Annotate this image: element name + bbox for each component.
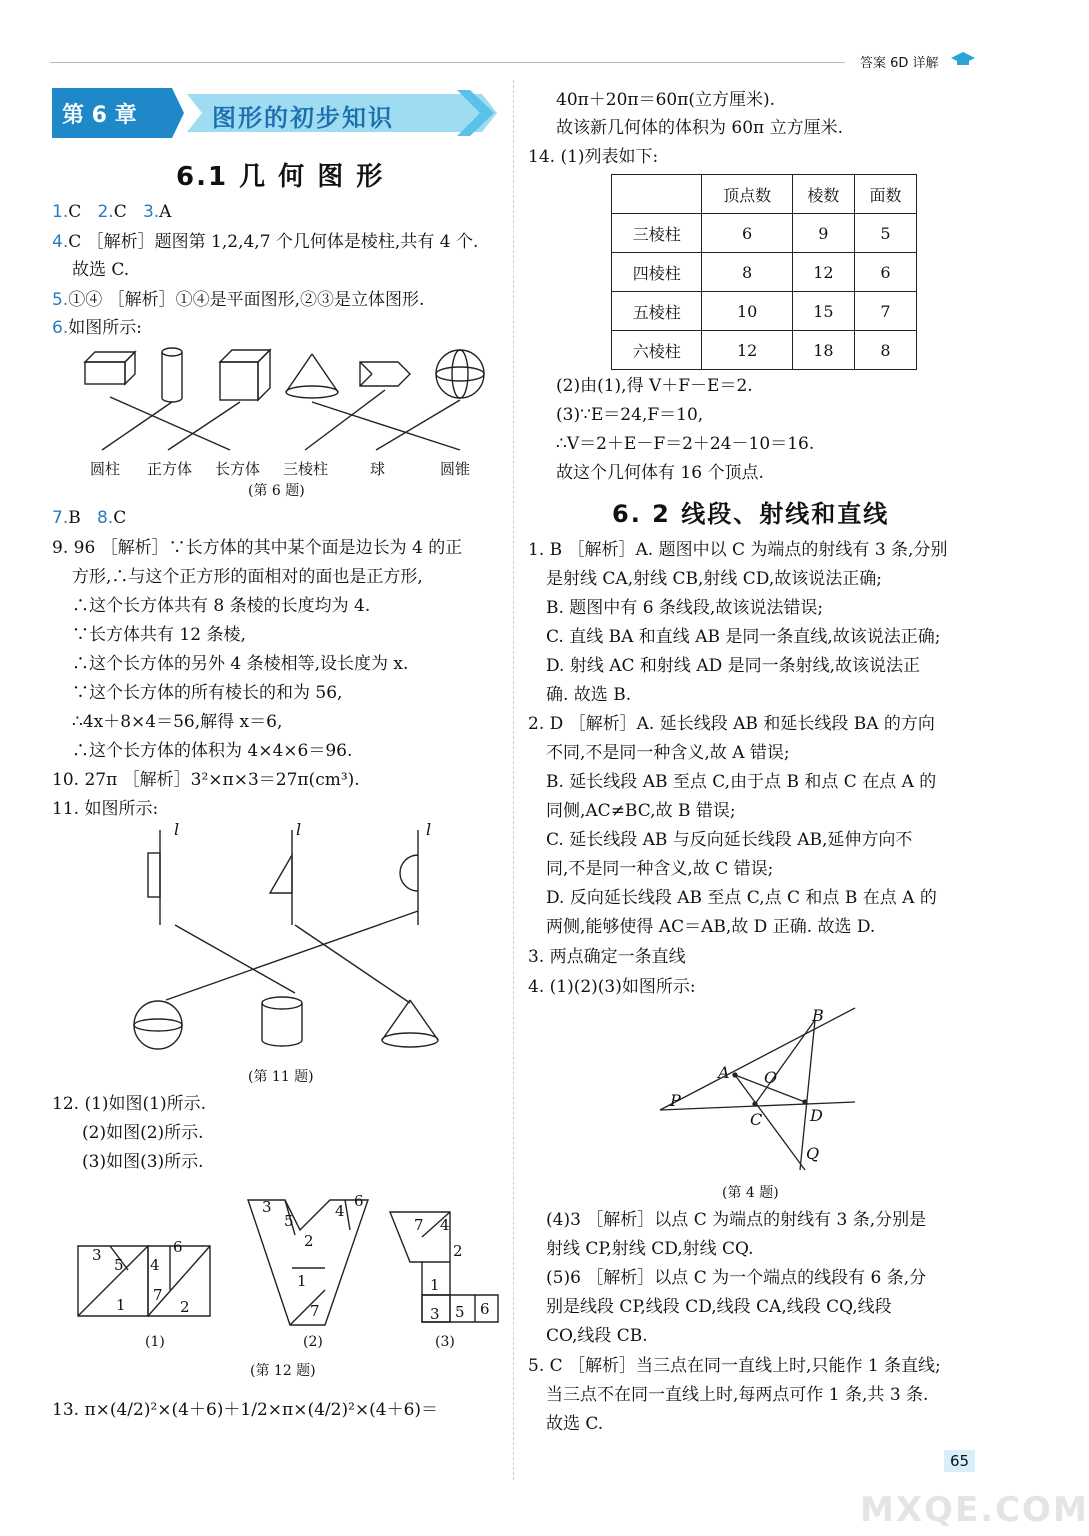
t2-3: 3 xyxy=(262,1198,272,1216)
t3-7: 7 xyxy=(414,1216,424,1234)
answer-5: 5.①④ ［解析］①④是平面图形,②③是立体图形. xyxy=(52,290,425,310)
fig4-P: P xyxy=(670,1091,681,1110)
s62b-3: 别是线段 CP,线段 CD,线段 CA,线段 CQ,线段 xyxy=(546,1297,892,1317)
t2-2: 2 xyxy=(304,1232,314,1250)
fig4-D: D xyxy=(810,1106,823,1125)
t2-1: 1 xyxy=(297,1272,307,1290)
q14-table: 顶点数 棱数 面数 三棱柱 6 9 5 四棱柱 8 12 6 五棱柱 10 15 7 六棱柱 12 18 8 xyxy=(611,174,917,370)
answers-7-8: 7.B 8.C xyxy=(52,508,127,528)
t2-6: 6 xyxy=(354,1192,364,1210)
s62b-6: 当三点不在同一直线上时,每两点可作 1 条,共 3 条. xyxy=(546,1385,929,1405)
graduation-cap-icon xyxy=(950,50,976,73)
s62b-1: 射线 CP,射线 CD,射线 CQ. xyxy=(546,1239,754,1259)
fig6-label-2: 长方体 xyxy=(215,460,261,478)
t3-5: 5 xyxy=(455,1303,465,1321)
t2-7: 7 xyxy=(310,1302,320,1320)
answers-1-3: 1.C 2.C 3.A xyxy=(52,202,172,222)
page-number: 65 xyxy=(944,1450,975,1472)
s62-7: 不同,不是同一种含义,故 A 错误; xyxy=(546,743,790,763)
q9-line-2: ∴这个长方体共有 8 条棱的长度均为 4. xyxy=(72,596,371,616)
t1-1: 1 xyxy=(116,1296,126,1314)
q10: 10. 27π ［解析］3²×π×3＝27π(cm³). xyxy=(52,770,360,790)
s62-1: 是射线 CA,射线 CB,射线 CD,故该说法正确; xyxy=(546,569,882,589)
fig4-Q: Q xyxy=(806,1144,820,1163)
s62-3: C. 直线 BA 和直线 AB 是同一条直线,故该说法正确; xyxy=(546,627,941,647)
s62-12: D. 反向延长线段 AB 至点 C,点 C 和点 B 在点 A 的 xyxy=(546,888,937,908)
r-line-0: 40π＋20π＝60π(立方厘米). xyxy=(556,90,776,110)
cone-icon xyxy=(286,354,338,398)
t1-6: 6 xyxy=(173,1238,183,1256)
figure-4 xyxy=(650,1000,870,1180)
t1-5: 5 xyxy=(114,1256,124,1274)
fig6-label-1: 正方体 xyxy=(147,460,193,478)
cone-icon xyxy=(382,1000,438,1047)
s62-14: 3. 两点确定一条直线 xyxy=(528,947,686,967)
watermark: MXQE.COM xyxy=(860,1490,1089,1530)
s62-9: 同侧,AC≠BC,故 B 错误; xyxy=(546,801,736,821)
figure-12 xyxy=(70,1190,510,1330)
q12-line-0: 12. (1)如图(1)所示. xyxy=(52,1094,207,1114)
answer-4: 4.C ［解析］题图第 1,2,4,7 个几何体是棱柱,共有 4 个. xyxy=(52,232,479,252)
fig12-sub-3: (3) xyxy=(435,1334,455,1350)
s62-13: 两侧,能够使得 AC＝AB,故 D 正确. 故选 D. xyxy=(546,917,876,937)
header-rule xyxy=(50,62,845,63)
cylinder-icon xyxy=(162,348,182,402)
s62-4: D. 射线 AC 和射线 AD 是同一条射线,故该说法正 xyxy=(546,656,921,676)
fig4-caption: (第 4 题) xyxy=(722,1185,779,1201)
s62-0: 1. B ［解析］A. 题图中以 C 为端点的射线有 3 条,分别 xyxy=(528,540,948,560)
fig6-caption: (第 6 题) xyxy=(248,483,305,499)
chapter-label: 第 6 章 xyxy=(62,103,137,128)
tangram-2 xyxy=(248,1200,368,1325)
s62b-2: (5)6 ［解析］以点 C 为一个端点的线段有 6 条,分 xyxy=(546,1268,927,1288)
section-title-6-2: 6. 2 线段、射线和直线 xyxy=(612,500,890,528)
s62-6: 2. D ［解析］A. 延长线段 AB 和延长线段 BA 的方向 xyxy=(528,714,935,734)
q9-line-1: 方形,∴与这个正方形的面相对的面也是正方形, xyxy=(72,567,423,587)
q14b-0: (2)由(1),得 V＋F－E＝2. xyxy=(556,376,753,396)
fig12-sub-1: (1) xyxy=(145,1334,165,1350)
cube-icon xyxy=(220,350,270,400)
t1-3: 3 xyxy=(92,1246,102,1264)
header-label: 答案 6D 详解 xyxy=(860,56,939,71)
fig12-sub-2: (2) xyxy=(303,1334,323,1350)
fig4-B: B xyxy=(812,1006,824,1025)
fig11-l-3: l xyxy=(426,820,432,839)
t3-2: 2 xyxy=(453,1242,463,1260)
q14b-3: 故这个几何体有 16 个顶点. xyxy=(556,463,764,483)
fig4-C: C xyxy=(750,1110,763,1129)
t1-2: 2 xyxy=(180,1298,190,1316)
s62-8: B. 延长线段 AB 至点 C,由于点 B 和点 C 在点 A 的 xyxy=(546,772,937,792)
q9-line-4: ∴这个长方体的另外 4 条棱相等,设长度为 x. xyxy=(72,654,409,674)
s62b-4: CO,线段 CB. xyxy=(546,1326,648,1346)
fig6-label-5: 圆锥 xyxy=(440,460,471,478)
q14b-2: ∴V＝2＋E－F＝2＋24－10＝16. xyxy=(556,434,815,454)
s62-15: 4. (1)(2)(3)如图所示: xyxy=(528,977,696,997)
fig12-caption: (第 12 题) xyxy=(250,1363,316,1379)
answer-4-cont: 故选 C. xyxy=(72,260,130,280)
fig11-l-2: l xyxy=(296,820,302,839)
fig4-O: O xyxy=(764,1068,778,1087)
t1-4: 4 xyxy=(150,1256,160,1274)
sphere-icon xyxy=(436,350,484,398)
triangular-prism-icon xyxy=(360,362,410,386)
s62-5: 确. 故选 B. xyxy=(546,685,632,705)
fig6-label-4: 球 xyxy=(370,460,386,478)
q12-line-2: (3)如图(3)所示. xyxy=(82,1152,204,1172)
s62b-7: 故选 C. xyxy=(546,1414,604,1434)
fig11-caption: (第 11 题) xyxy=(248,1069,314,1085)
t2-5: 5 xyxy=(284,1212,294,1230)
t3-3: 3 xyxy=(430,1305,440,1323)
r-line-1: 故该新几何体的体积为 60π 立方厘米. xyxy=(556,118,844,138)
cylinder-icon xyxy=(262,997,302,1046)
q9-line-5: ∵这个长方体的所有棱长的和为 56, xyxy=(72,683,343,703)
q11: 11. 如图所示: xyxy=(52,799,159,819)
prism-icon xyxy=(85,352,135,384)
column-divider xyxy=(513,80,514,1480)
s62-10: C. 延长线段 AB 与反向延长线段 AB,延伸方向不 xyxy=(546,830,913,850)
s62b-5: 5. C ［解析］当三点在同一直线上时,只能作 1 条直线; xyxy=(528,1356,941,1376)
s62-2: B. 题图中有 6 条线段,故该说法错误; xyxy=(546,598,824,618)
t3-6: 6 xyxy=(480,1300,490,1318)
fig6-label-0: 圆柱 xyxy=(90,460,121,478)
answer-6: 6.如图所示: xyxy=(52,318,142,338)
q9-line-7: ∴这个长方体的体积为 4×4×6＝96. xyxy=(72,741,353,761)
q9-line-6: ∴4x＋8×4＝56,解得 x＝6, xyxy=(72,712,283,732)
q14b-1: (3)∵E＝24,F＝10, xyxy=(556,405,704,425)
sphere-icon xyxy=(134,1001,182,1049)
q9-line-0: 9. 96 ［解析］∵长方体的其中某个面是边长为 4 的正 xyxy=(52,538,463,558)
r-line-2: 14. (1)列表如下: xyxy=(528,147,659,167)
section-title-6-1: 6.1 几 何 图 形 xyxy=(176,162,385,192)
q12-line-1: (2)如图(2)所示. xyxy=(82,1123,204,1143)
t1-7: 7 xyxy=(153,1286,163,1304)
t3-1: 1 xyxy=(430,1276,440,1294)
fig6-label-3: 三棱柱 xyxy=(283,460,329,478)
q13: 13. π×(4/2)²×(4＋6)＋1/2×π×(4/2)²×(4＋6)＝ xyxy=(52,1400,439,1420)
q9-line-3: ∵长方体共有 12 条棱, xyxy=(72,625,246,645)
t3-4: 4 xyxy=(440,1216,450,1234)
s62-11: 同,不是同一种含义,故 C 错误; xyxy=(546,859,774,879)
fig11-l-1: l xyxy=(174,820,180,839)
s62b-0: (4)3 ［解析］以点 C 为端点的射线有 3 条,分别是 xyxy=(546,1210,927,1230)
figure-11 xyxy=(120,825,440,1055)
fig4-A: A xyxy=(718,1063,730,1082)
t2-4: 4 xyxy=(335,1202,345,1220)
chapter-title: 图形的初步知识 xyxy=(212,104,394,132)
